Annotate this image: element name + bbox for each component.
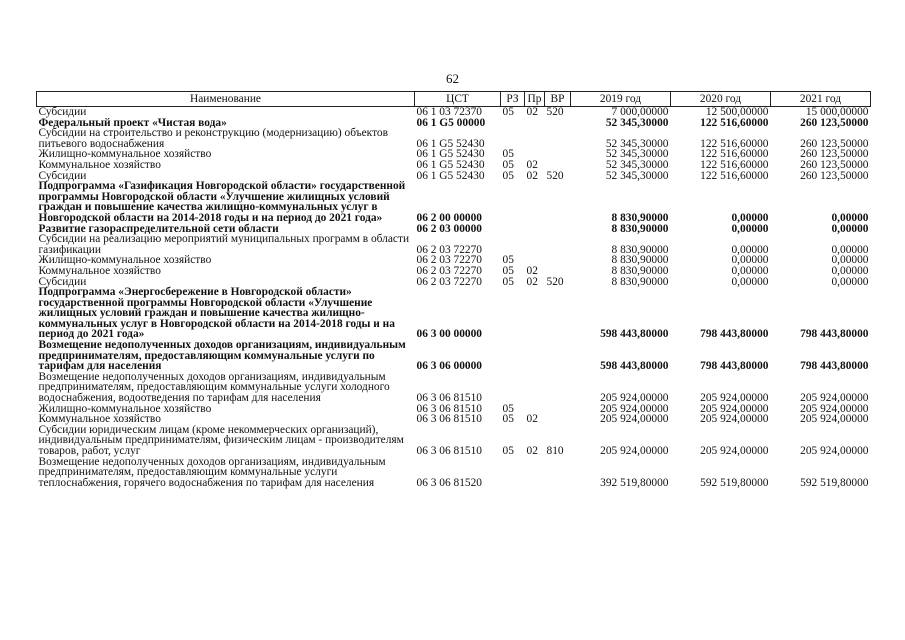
page-number: 62 (446, 71, 459, 86)
row-cst: 06 3 00 00000 (416, 328, 482, 341)
row-cst: 06 3 06 81520 (416, 476, 482, 489)
header-2020: 2020 год (671, 92, 771, 107)
row-name: Субсидии (38, 169, 87, 182)
row-pr (525, 234, 545, 255)
row-cst: 06 1 G5 52430 (416, 169, 485, 182)
row-2020: 122 516,60000 (700, 158, 769, 171)
row-cst: 06 2 03 72270 (416, 264, 482, 277)
row-rz (501, 118, 525, 129)
row-2019: 7 000,00000 (611, 106, 669, 118)
header-2019: 2019 год (571, 92, 671, 107)
row-vr (545, 118, 571, 129)
row-vr: 520 (546, 275, 564, 288)
row-name: Жилищно-коммунальное хозяйство (38, 148, 212, 161)
row-2021: 260 123,50000 (800, 137, 869, 150)
row-2021: 15 000,00000 (805, 106, 869, 118)
row-pr: 02 (526, 264, 538, 277)
row-2020: 798 443,80000 (700, 328, 769, 341)
row-vr: 520 (546, 169, 564, 182)
row-2019: 52 345,30000 (605, 116, 669, 129)
row-name: Жилищно-коммунальное хозяйство (38, 254, 212, 267)
row-name: Субсидии на строительство и реконструкцию (модернизацию) объектов питьевого водоснабжения (38, 127, 388, 150)
row-2021: 0,00000 (831, 222, 869, 235)
row-vr (545, 414, 571, 425)
row-2021: 260 123,50000 (800, 148, 869, 161)
row-name: Коммунальное хозяйство (38, 413, 161, 426)
row-2020: 205 924,00000 (700, 445, 769, 457)
row-rz: 05 (502, 413, 514, 426)
row-2020: 205 924,00000 (700, 402, 769, 415)
row-pr: 02 (526, 169, 538, 182)
row-2020: 205 924,00000 (700, 392, 769, 405)
header-pr: Пр (525, 92, 545, 107)
row-rz: 05 (502, 402, 514, 415)
row-vr (545, 457, 571, 489)
row-2019: 8 830,90000 (611, 275, 669, 288)
row-pr: 02 (526, 275, 538, 288)
row-pr (525, 224, 545, 235)
row-rz (501, 181, 525, 223)
row-2019: 205 924,00000 (600, 402, 669, 415)
row-2020: 122 516,60000 (700, 116, 769, 129)
row-vr (545, 372, 571, 404)
budget-table (36, 91, 871, 488)
row-2021: 260 123,50000 (800, 158, 869, 171)
row-cst: 06 1 G5 52430 (416, 148, 485, 161)
row-2021: 0,00000 (831, 254, 869, 267)
row-cst: 06 2 00 00000 (416, 211, 482, 224)
table-body (37, 107, 871, 489)
row-2019: 52 345,30000 (605, 137, 669, 150)
row-pr: 02 (526, 413, 538, 426)
row-name: Возмещение недополученных доходов организациям, индивидуальным предпринимателям, предоставляющим коммунальные услуги по тарифам для населения (38, 339, 406, 373)
table-row (37, 287, 871, 340)
row-name: Федеральный проект «Чистая вода» (38, 116, 227, 129)
row-2019: 52 345,30000 (605, 148, 669, 161)
row-cst: 06 1 G5 52430 (416, 137, 485, 150)
row-2019: 52 345,30000 (605, 169, 669, 182)
row-pr (525, 128, 545, 149)
row-pr: 02 (526, 158, 538, 171)
table-row (37, 234, 871, 255)
row-2021: 0,00000 (831, 264, 869, 277)
table-row (37, 340, 871, 372)
row-2019: 205 924,00000 (600, 445, 669, 457)
row-name: Субсидии (38, 106, 87, 118)
row-2019: 8 830,90000 (611, 211, 669, 224)
row-rz (501, 372, 525, 404)
row-2020: 798 443,80000 (700, 360, 769, 373)
row-rz: 05 (502, 148, 514, 161)
row-name: Подпрограмма «Газификация Новгородской области» государственной программы Новгородской области «Улучшение жилищных условий граждан и повышение качества жилищно-коммунальных услуг в Новгородской области на 2014-2018 годы и на период до 2021 года» (38, 180, 406, 224)
row-2020: 0,00000 (731, 275, 769, 288)
header-vr: ВР (545, 92, 571, 107)
row-2021: 205 924,00000 (800, 413, 869, 426)
row-2019: 392 519,80000 (600, 476, 669, 489)
row-2020: 0,00000 (731, 222, 769, 235)
row-name: Возмещение недополученных доходов организациям, индивидуальным предпринимателям, предоставляющим коммунальные услуги холодного водоснабжения, водоотведения по тарифам для населения (38, 370, 390, 405)
row-vr: 810 (546, 445, 564, 457)
row-rz: 05 (502, 254, 514, 267)
row-name: Развитие газораспределительной сети области (38, 222, 279, 235)
row-2019: 8 830,90000 (611, 243, 669, 256)
row-vr (545, 287, 571, 340)
row-name: Подпрограмма «Энергосбережение в Новгородской области» государственной программы Новгородской области «Улучшение жилищных условий граждан и повышение качества жилищно-коммунальных услуг в Новгородской области на 2014-2018 годы и на период до 2021 года» (38, 286, 395, 341)
row-2021: 260 123,50000 (800, 169, 869, 182)
row-2020: 0,00000 (731, 264, 769, 277)
row-2020: 0,00000 (731, 243, 769, 256)
row-vr (545, 160, 571, 171)
row-vr (545, 149, 571, 160)
row-2019: 598 443,80000 (600, 328, 669, 341)
row-rz: 05 (502, 445, 514, 457)
row-cst: 06 2 03 00000 (416, 222, 482, 235)
row-cst: 06 3 06 81510 (416, 445, 482, 457)
header-rz: РЗ (501, 92, 525, 107)
row-2020: 592 519,80000 (700, 476, 769, 489)
row-2020: 0,00000 (731, 254, 769, 267)
row-vr (545, 224, 571, 235)
row-name: Субсидии на реализацию мероприятий муниципальных программ в области газификации (38, 233, 410, 256)
row-cst: 06 2 03 72270 (416, 275, 482, 288)
row-2021: 798 443,80000 (800, 328, 869, 341)
row-2021: 0,00000 (831, 243, 869, 256)
row-2021: 592 519,80000 (800, 476, 869, 489)
header-cst: ЦСТ (415, 92, 501, 107)
table-row (37, 128, 871, 149)
row-pr (525, 457, 545, 489)
table-row (37, 266, 871, 277)
row-2021: 205 924,00000 (800, 402, 869, 415)
row-vr (545, 266, 571, 277)
row-cst: 06 1 G5 52430 (416, 158, 485, 171)
row-vr (545, 255, 571, 266)
row-vr (545, 340, 571, 372)
row-rz: 05 (502, 158, 514, 171)
row-cst: 06 3 06 81510 (416, 402, 482, 415)
row-name: Субсидии юридическим лицам (кроме некоммерческих организаций), индивидуальным предпринимателям, физическим лицам - производителям товаров, работ, услуг (38, 423, 404, 457)
row-rz (501, 340, 525, 372)
row-2019: 8 830,90000 (611, 254, 669, 267)
row-rz: 05 (502, 264, 514, 277)
row-rz (501, 128, 525, 149)
row-name: Субсидии (38, 275, 87, 288)
row-vr (545, 181, 571, 223)
row-pr (525, 287, 545, 340)
row-name: Коммунальное хозяйство (38, 158, 161, 171)
row-2019: 205 924,00000 (600, 413, 669, 426)
row-name: Коммунальное хозяйство (38, 264, 161, 277)
row-name: Жилищно-коммунальное хозяйство (38, 402, 212, 415)
row-cst: 06 2 03 72270 (416, 243, 482, 256)
row-2020: 0,00000 (731, 211, 769, 224)
row-2020: 122 516,60000 (700, 148, 769, 161)
row-pr (525, 181, 545, 223)
row-cst: 06 3 06 00000 (416, 360, 482, 373)
row-2020: 12 500,00000 (705, 106, 769, 118)
row-rz (501, 457, 525, 489)
row-cst: 06 1 G5 00000 (416, 116, 486, 129)
table-row (37, 372, 871, 404)
row-vr (545, 234, 571, 255)
row-rz (501, 224, 525, 235)
row-2019: 52 345,30000 (605, 158, 669, 171)
row-vr: 520 (546, 106, 564, 118)
table-row (37, 160, 871, 171)
row-pr (525, 372, 545, 404)
row-2020: 205 924,00000 (700, 413, 769, 426)
row-rz: 05 (502, 106, 514, 118)
row-2019: 598 443,80000 (600, 360, 669, 373)
row-rz (501, 287, 525, 340)
row-vr (545, 404, 571, 415)
header-name: Наименование (37, 92, 415, 107)
row-2021: 0,00000 (831, 275, 869, 288)
row-2019: 205 924,00000 (600, 392, 669, 405)
row-rz (501, 234, 525, 255)
table-row (37, 457, 871, 489)
table-row (37, 107, 871, 118)
row-name: Возмещение недополученных доходов организациям, индивидуальным предпринимателям, предоставляющим коммунальные услуги теплоснабжения, горячего водоснабжения по тарифам для населения (38, 455, 386, 489)
table-row (37, 181, 871, 223)
row-pr (525, 340, 545, 372)
row-vr (545, 128, 571, 149)
row-pr: 02 (526, 106, 538, 118)
table-row (37, 425, 871, 457)
row-2021: 798 443,80000 (800, 360, 869, 373)
row-2021: 0,00000 (831, 211, 869, 224)
row-rz: 05 (502, 169, 514, 182)
row-2019: 8 830,90000 (611, 222, 669, 235)
row-rz: 05 (502, 275, 514, 288)
row-2020: 122 516,60000 (700, 137, 769, 150)
row-2020: 122 516,60000 (700, 169, 769, 182)
row-2021: 205 924,00000 (800, 445, 869, 457)
row-2021: 205 924,00000 (800, 392, 869, 405)
row-2021: 260 123,50000 (800, 116, 869, 129)
table-header-row (37, 92, 871, 107)
row-cst: 06 3 06 81510 (416, 413, 482, 426)
row-cst: 06 1 03 72370 (416, 106, 482, 118)
row-pr (525, 118, 545, 129)
row-2019: 8 830,90000 (611, 264, 669, 277)
header-2021: 2021 год (771, 92, 871, 107)
row-cst: 06 2 03 72270 (416, 254, 482, 267)
row-pr: 02 (526, 445, 538, 457)
row-cst: 06 3 06 81510 (416, 392, 482, 405)
